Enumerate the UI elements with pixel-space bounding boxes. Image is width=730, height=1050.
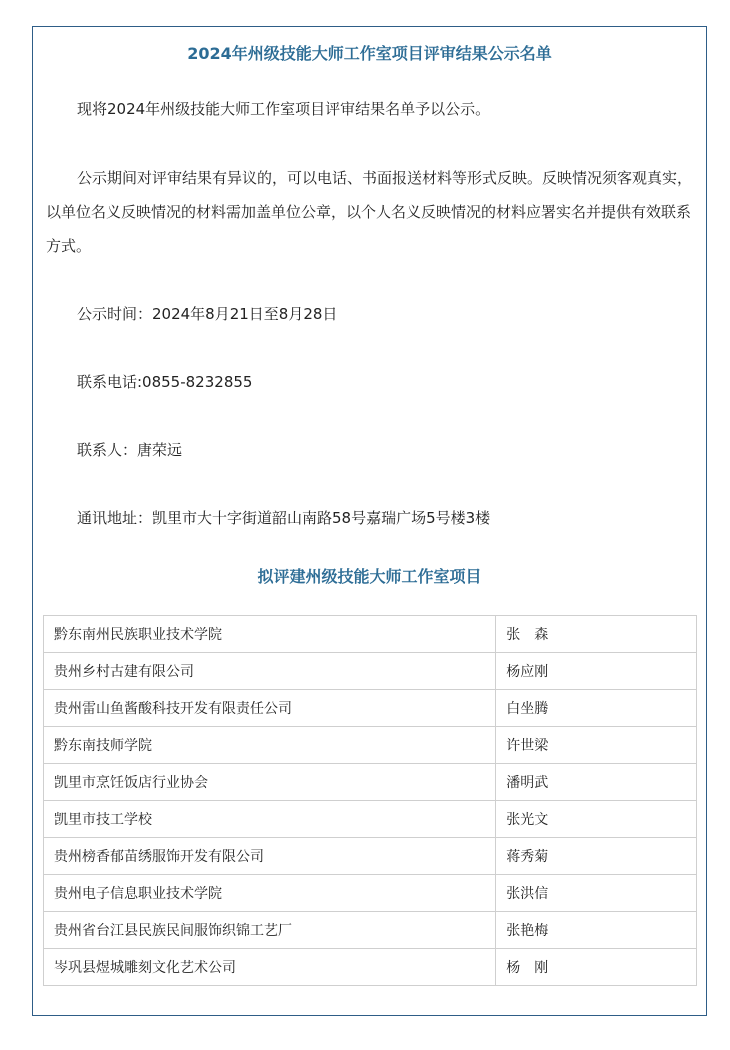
leader-name-cell: 张光文 — [496, 801, 697, 838]
notice-frame — [32, 26, 707, 1016]
leader-name-cell: 白坐腾 — [496, 690, 697, 727]
project-list-table — [43, 615, 697, 986]
table-row — [44, 838, 697, 875]
objection-notice-paragraph: 公示期间对评审结果有异议的，可以电话、书面报送材料等形式反映。反映情况须客观真实，以单位名义反映情况的材料需加盖单位公章，以个人名义反映情况的材料应署实名并提供有效联系方式。 — [46, 169, 693, 255]
unit-name-cell: 贵州乡村古建有限公司 — [44, 653, 496, 690]
unit-name-cell: 贵州电子信息职业技术学院 — [44, 875, 496, 912]
table-row — [44, 949, 697, 986]
leader-name-cell: 杨应刚 — [496, 653, 697, 690]
leader-name-cell: 张艳梅 — [496, 912, 697, 949]
publicity-period: 公示时间：2024年8月21日至8月28日 — [77, 305, 338, 323]
leader-name-cell: 许世梁 — [496, 727, 697, 764]
mailing-address: 通讯地址：凯里市大十字街道韶山南路58号嘉瑞广场5号楼3楼 — [77, 509, 491, 527]
leader-name-cell: 潘明武 — [496, 764, 697, 801]
table-row — [44, 912, 697, 949]
table-row — [44, 801, 697, 838]
leader-name-cell: 杨 刚 — [496, 949, 697, 986]
unit-name-cell: 岑巩县煜城雕刻文化艺术公司 — [44, 949, 496, 986]
leader-name-cell: 张洪信 — [496, 875, 697, 912]
unit-name-cell: 黔东南州民族职业技术学院 — [44, 616, 496, 653]
intro-paragraph: 现将2024年州级技能大师工作室项目评审结果名单予以公示。 — [77, 100, 491, 118]
table-row — [44, 727, 697, 764]
page-title: 2024年州级技能大师工作室项目评审结果公示名单 — [187, 44, 552, 63]
unit-name-cell: 黔东南技师学院 — [44, 727, 496, 764]
table-row — [44, 764, 697, 801]
unit-name-cell: 贵州雷山鱼酱酸科技开发有限责任公司 — [44, 690, 496, 727]
unit-name-cell: 凯里市烹饪饭店行业协会 — [44, 764, 496, 801]
table-row — [44, 690, 697, 727]
unit-name-cell: 贵州榜香郁苗绣服饰开发有限公司 — [44, 838, 496, 875]
leader-name-cell: 张 森 — [496, 616, 697, 653]
table-row — [44, 653, 697, 690]
unit-name-cell: 贵州省台江县民族民间服饰织锦工艺厂 — [44, 912, 496, 949]
contact-person: 联系人：唐荣远 — [77, 441, 183, 459]
table-row — [44, 616, 697, 653]
table-row — [44, 875, 697, 912]
contact-phone: 联系电话:0855-8232855 — [77, 373, 253, 391]
list-subtitle: 拟评建州级技能大师工作室项目 — [257, 567, 482, 586]
leader-name-cell: 蒋秀菊 — [496, 838, 697, 875]
unit-name-cell: 凯里市技工学校 — [44, 801, 496, 838]
